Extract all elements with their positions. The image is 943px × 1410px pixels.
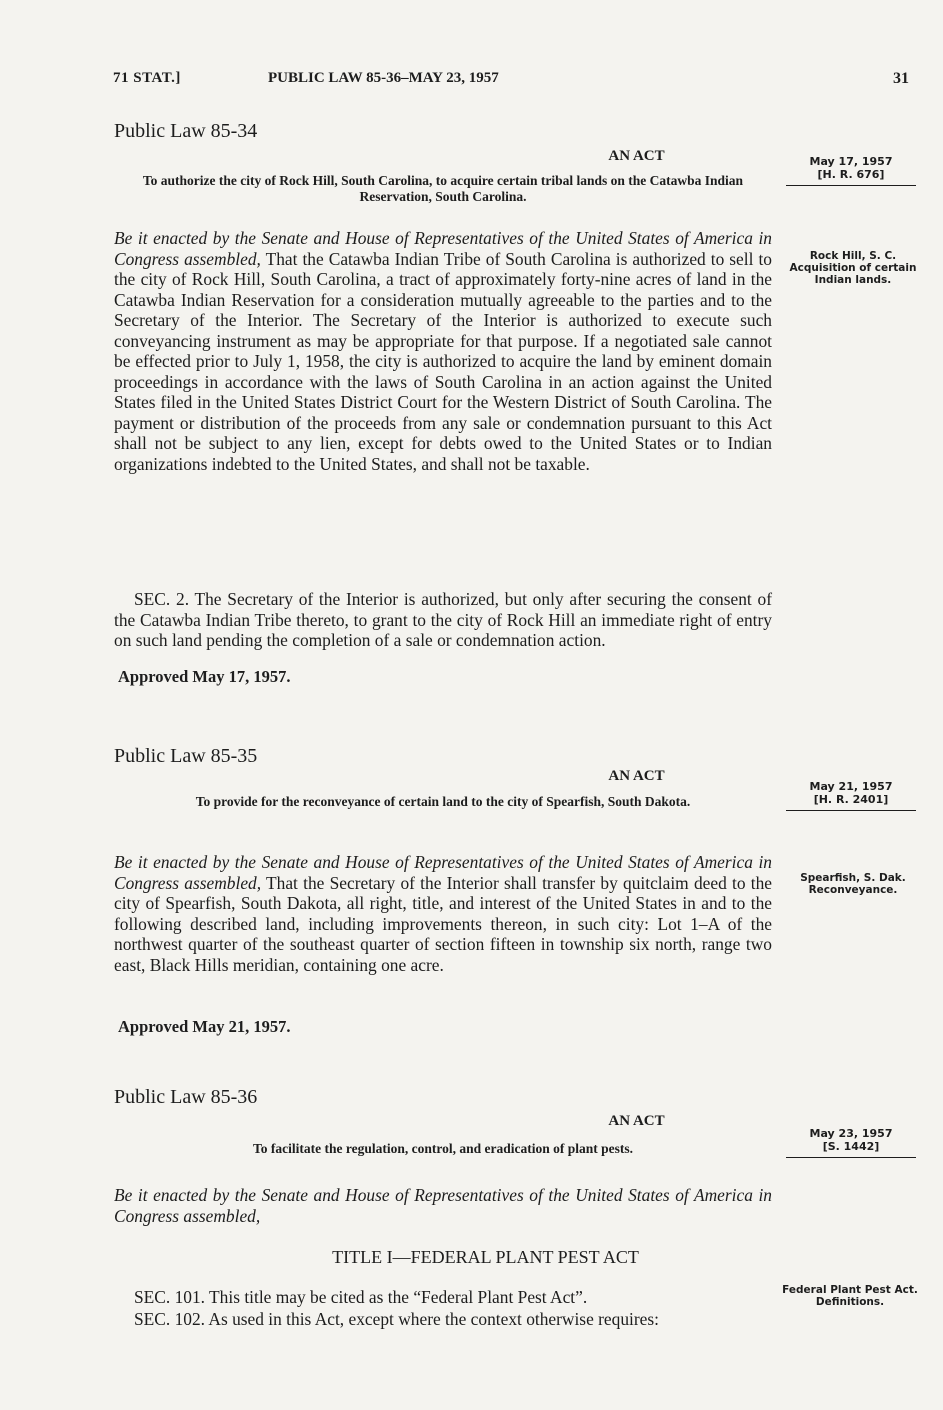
page-number: 31: [893, 70, 909, 87]
volume-citation: 71 STAT.]: [113, 70, 181, 86]
act-heading: AN ACT: [608, 768, 665, 784]
act-body: [114, 852, 772, 975]
act-heading: AN ACT: [608, 1113, 665, 1129]
section-101: SEC. 101. This title may be cited as the “Federal Plant Pest Act”.: [134, 1287, 588, 1307]
act-heading: AN ACT: [608, 148, 665, 164]
title-heading: TITLE I—FEDERAL PLANT PEST ACT: [332, 1247, 639, 1267]
enacting-clause: Be it enacted by the Senate and House of Representatives of the United States of America in Congress assembled,: [114, 228, 772, 269]
act-body: [114, 228, 772, 474]
act-purpose: To provide for the reconveyance of certain land to the city of Spearfish, South Dakota.: [195, 794, 691, 809]
margin-date-bill: May 23, 1957 [S. 1442]: [786, 1127, 916, 1158]
approved-date: Approved May 17, 1957.: [118, 667, 291, 686]
enacting-clause: Be it enacted by the Senate and House of Representatives of the United States of America in Congress assembled,: [114, 852, 772, 893]
enacting-clause: Be it enacted by the Senate and House of Representatives of the United States of America in Congress assembled,: [114, 1185, 772, 1226]
body-text: That the Catawba Indian Tribe of South Carolina is authorized to sell to the city of Rock Hill, South Carolina, a tract of approximately forty-nine acres of land in the Catawba Indian Reservation for a consideration mutually agreeable to the parties and to the Secretary of the Interior. The Secretary of the Interior is authorized to execute such conveyancing instrument as may be appropriate for that purpose. If a negotiated sale cannot be effected prior to July 1, 1958, the city is authorized to acquire the land by eminent domain proceedings in accordance with the laws of South Carolina in an action against the United States filed in the United States District Court for the Western District of South Carolina. The payment or distribution of the proceeds from any sale or condemnation pursuant to this Act shall not be subject to any lien, except for debts owed to the United States or to Indian organizations indebted to the United States, and shall not be taxable.: [114, 248, 772, 474]
approved-date: Approved May 21, 1957.: [118, 1017, 291, 1036]
body-text: That the Secretary of the Interior shall transfer by quitclaim deed to the city of Spearfish, South Dakota, all right, title, and interest of the United States in and to the following described land, including improvements thereon, in such city: Lot 1–A of the northwest quarter of the southeast quarter of section fifteen in township six north, range two east, Black Hills meridian, containing one acre.: [114, 872, 772, 975]
margin-date-bill: May 17, 1957 [H. R. 676]: [786, 155, 916, 186]
law-number-85-34: Public Law 85-34: [114, 120, 258, 142]
margin-note: Spearfish, S. Dak. Reconveyance.: [800, 872, 906, 896]
section-102: SEC. 102. As used in this Act, except where the context otherwise requires:: [134, 1309, 659, 1329]
margin-date-bill: May 21, 1957 [H. R. 2401]: [786, 780, 916, 811]
act-purpose: To authorize the city of Rock Hill, South Carolina, to acquire certain tribal lands on the Catawba Indian Reservation, South Carolina.: [142, 173, 744, 204]
law-number-85-36: Public Law 85-36: [114, 1086, 258, 1108]
law-number-85-35: Public Law 85-35: [114, 745, 258, 767]
act-purpose: To facilitate the regulation, control, and eradication of plant pests.: [253, 1141, 633, 1156]
section-2: SEC. 2. The Secretary of the Interior is authorized, but only after securing the consent of the Catawba Indian Tribe thereto, to grant to the city of Rock Hill an immediate right of entry on such land pending the completion of a sale or condemnation action.: [114, 589, 772, 650]
enacting-clause-block: [114, 1185, 772, 1226]
running-title: PUBLIC LAW 85-36–MAY 23, 1957: [268, 70, 499, 86]
margin-note: Federal Plant Pest Act. Definitions.: [782, 1284, 918, 1308]
margin-note: Rock Hill, S. C. Acquisition of certain Indian lands.: [789, 250, 917, 286]
